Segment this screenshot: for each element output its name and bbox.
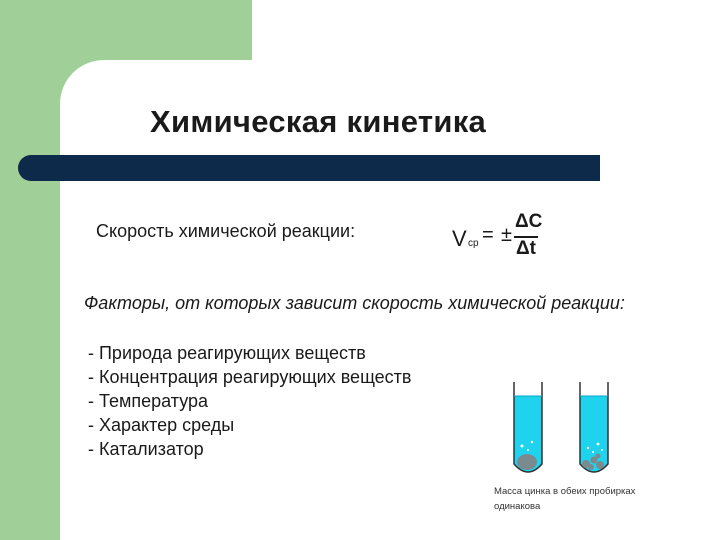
caption-line-1: Масса цинка в обеих пробирках	[494, 486, 636, 497]
slide-title: Химическая кинетика	[150, 104, 487, 139]
list-item: - Концентрация реагирующих веществ	[88, 367, 412, 387]
title-underline-bar	[18, 155, 600, 181]
list-item: - Температура	[88, 391, 209, 411]
formula-denominator: Δt	[516, 238, 536, 259]
factors-heading: Факторы, от которых зависит скорость химической реакции:	[84, 293, 625, 313]
caption-line-2: одинакова	[494, 501, 541, 512]
image-caption	[494, 484, 654, 514]
reaction-speed-label: Скорость химической реакции:	[96, 221, 356, 241]
formula-numerator: ΔC	[515, 211, 543, 232]
formula-equals: =	[482, 224, 494, 246]
factor-list	[88, 341, 412, 461]
list-item: - Природа реагирующих веществ	[88, 343, 366, 363]
test-tube-right-icon	[580, 382, 608, 472]
formula-plus-minus: ±	[501, 224, 512, 246]
test-tube-left-icon	[514, 382, 542, 472]
formula-subscript: ср	[468, 238, 479, 249]
formula-v: V	[452, 226, 467, 251]
list-item: - Характер среды	[88, 415, 235, 435]
average-rate-formula	[452, 210, 562, 260]
list-item: - Катализатор	[88, 439, 204, 459]
